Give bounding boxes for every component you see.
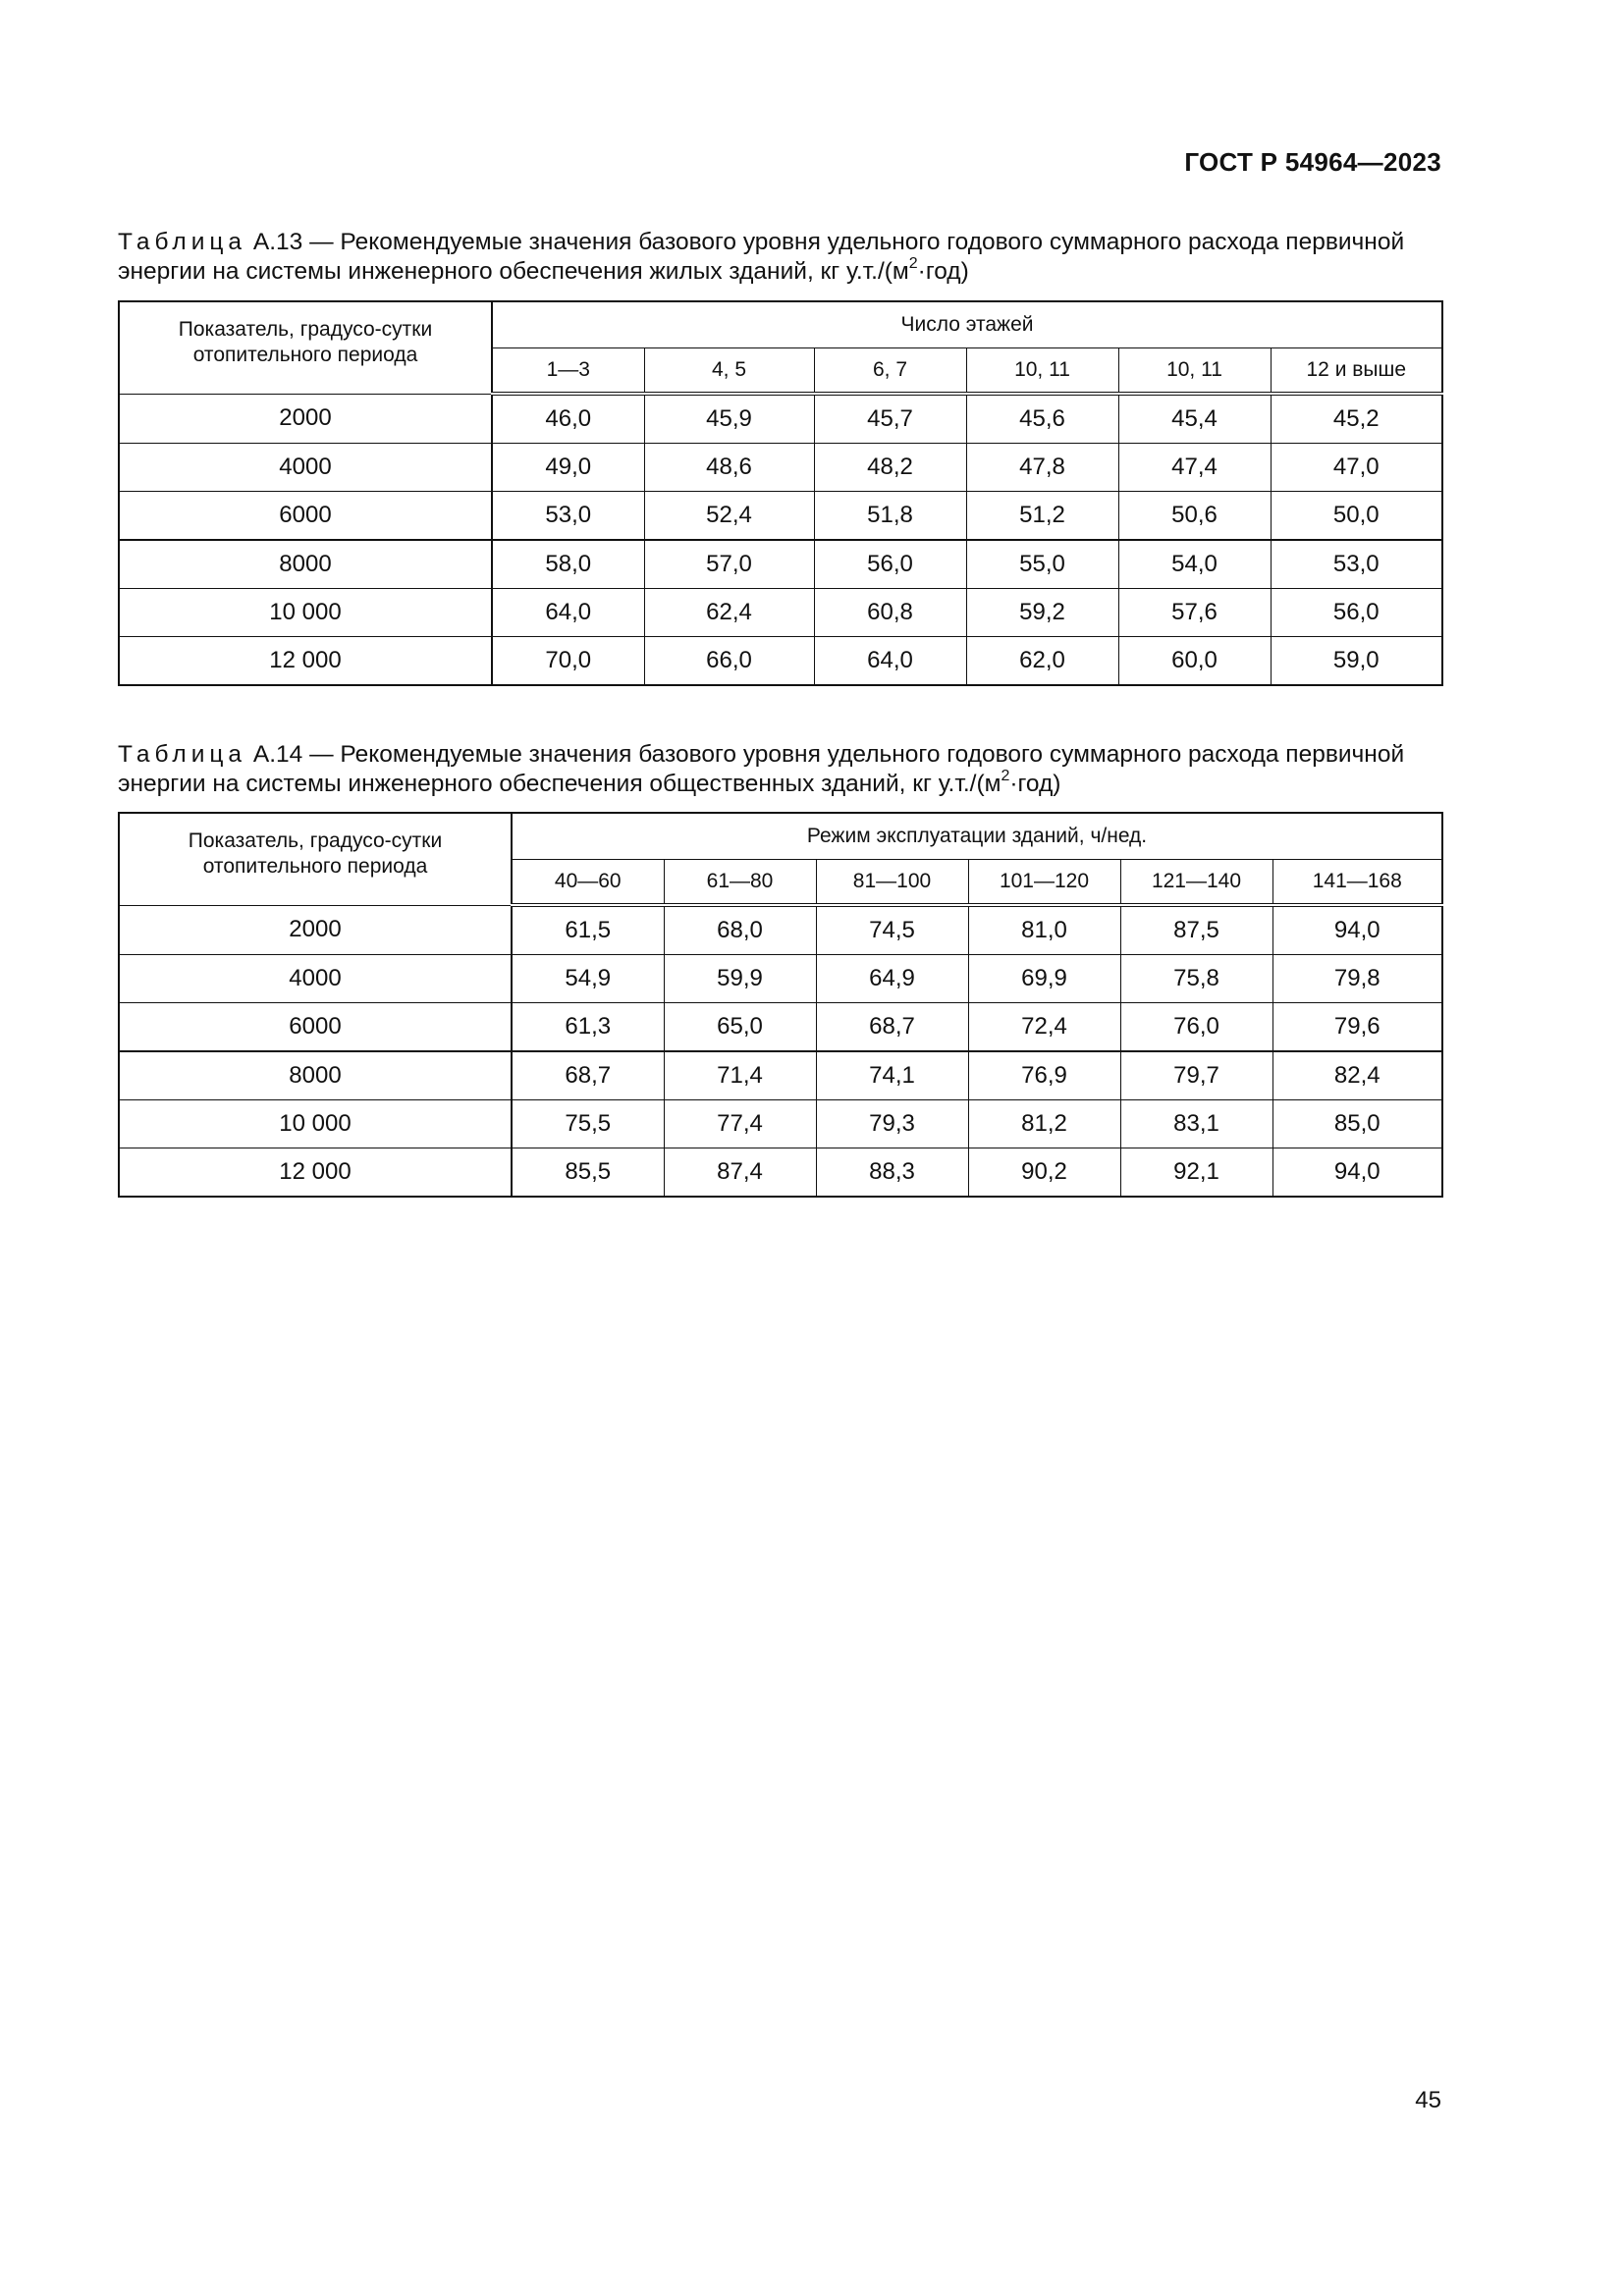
table-cell: 90,2 [968,1148,1120,1198]
table-cell: 64,0 [492,589,644,637]
table-cell: 48,6 [644,444,814,492]
table-cell: 62,4 [644,589,814,637]
table-a14-column-header: 81—100 [816,860,968,906]
table-cell: 68,7 [512,1051,664,1100]
table-cell: 61,5 [512,905,664,955]
table-cell: 65,0 [664,1003,816,1052]
table-cell: 46,0 [492,394,644,444]
table-cell: 77,4 [664,1100,816,1148]
table-cell: 59,0 [1271,637,1442,686]
row-label: 8000 [119,540,492,589]
table-cell: 60,0 [1118,637,1271,686]
table-a14-caption-tail: ·год) [1009,771,1061,797]
table-cell: 47,0 [1271,444,1442,492]
table-cell: 52,4 [644,492,814,541]
table-cell: 88,3 [816,1148,968,1198]
table-a14-column-header: 121—140 [1120,860,1272,906]
table-cell: 94,0 [1272,1148,1442,1198]
row-label: 2000 [119,905,512,955]
table-a14-caption-number: А.14 [252,741,303,768]
table-cell: 75,8 [1120,955,1272,1003]
row-label: 6000 [119,492,492,541]
table-row [119,394,1442,444]
table-cell: 57,6 [1118,589,1271,637]
table-cell: 83,1 [1120,1100,1272,1148]
table-cell: 59,9 [664,955,816,1003]
table-cell: 51,8 [814,492,966,541]
table-a13-column-header: 12 и выше [1271,348,1442,395]
table-a14-stub-header: Показатель, градусо-сутки отопительного периода [119,813,512,905]
table-cell: 68,0 [664,905,816,955]
table-cell: 56,0 [1271,589,1442,637]
table-cell: 85,5 [512,1148,664,1198]
table-cell: 79,6 [1272,1003,1442,1052]
table-cell: 69,9 [968,955,1120,1003]
row-label: 4000 [119,444,492,492]
table-cell: 92,1 [1120,1148,1272,1198]
table-cell: 57,0 [644,540,814,589]
table-cell: 87,4 [664,1148,816,1198]
table-cell: 45,2 [1271,394,1442,444]
table-cell: 81,2 [968,1100,1120,1148]
document-code: ГОСТ Р 54964—2023 [1184,147,1441,177]
table-row [119,492,1442,541]
table-a14 [118,812,1443,1198]
row-label: 10 000 [119,1100,512,1148]
table-a13-column-header: 10, 11 [966,348,1118,395]
table-cell: 64,0 [814,637,966,686]
table-cell: 53,0 [492,492,644,541]
table-cell: 59,2 [966,589,1118,637]
table-a14-column-header: 61—80 [664,860,816,906]
table-cell: 47,4 [1118,444,1271,492]
table-a14-caption-label: Таблица [118,741,247,768]
table-cell: 54,0 [1118,540,1271,589]
table-row [119,955,1442,1003]
row-label: 8000 [119,1051,512,1100]
table-cell: 66,0 [644,637,814,686]
table-a13-caption-text: — Рекомендуемые значения базового уровня удельного годового суммарного расхода первичной энергии на системы инженерного обеспечения жилых зданий, кг у.т./(м [118,229,1405,285]
table-cell: 45,6 [966,394,1118,444]
table-a13-column-header: 4, 5 [644,348,814,395]
table-cell: 79,3 [816,1100,968,1148]
table-cell: 74,1 [816,1051,968,1100]
table-a13-caption [118,228,1441,287]
table-cell: 45,4 [1118,394,1271,444]
table-cell: 55,0 [966,540,1118,589]
table-row [119,589,1442,637]
table-cell: 49,0 [492,444,644,492]
table-cell: 85,0 [1272,1100,1442,1148]
row-label: 2000 [119,394,492,444]
table-row [119,1148,1442,1198]
row-label: 12 000 [119,1148,512,1198]
table-cell: 79,7 [1120,1051,1272,1100]
table-a14-caption-sup: 2 [1001,767,1010,784]
row-label: 6000 [119,1003,512,1052]
table-a13-caption-sup: 2 [908,254,918,272]
table-cell: 64,9 [816,955,968,1003]
table-cell: 50,0 [1271,492,1442,541]
table-cell: 72,4 [968,1003,1120,1052]
table-cell: 71,4 [664,1051,816,1100]
table-cell: 94,0 [1272,905,1442,955]
table-cell: 87,5 [1120,905,1272,955]
table-cell: 62,0 [966,637,1118,686]
table-cell: 50,6 [1118,492,1271,541]
page-number: 45 [1415,2087,1441,2113]
table-cell: 51,2 [966,492,1118,541]
row-label: 12 000 [119,637,492,686]
table-a13-caption-number: А.13 [252,229,303,255]
table-a13-stub-header: Показатель, градусо-сутки отопительного периода [119,301,492,394]
table-cell: 54,9 [512,955,664,1003]
table-cell: 76,0 [1120,1003,1272,1052]
table-row [119,905,1442,955]
table-cell: 47,8 [966,444,1118,492]
table-cell: 70,0 [492,637,644,686]
table-cell: 76,9 [968,1051,1120,1100]
table-a13-column-header: 10, 11 [1118,348,1271,395]
table-a13-group-header: Число этажей [492,301,1442,348]
table-a13-caption-label: Таблица [118,229,247,255]
table-cell: 81,0 [968,905,1120,955]
table-a14-caption [118,740,1441,799]
table-row [119,444,1442,492]
table-cell: 58,0 [492,540,644,589]
table-cell: 79,8 [1272,955,1442,1003]
table-a14-caption-text: — Рекомендуемые значения базового уровня удельного годового суммарного расхода первичной энергии на системы инженерного обеспечения общественных зданий, кг у.т./(м [118,741,1405,797]
row-label: 10 000 [119,589,492,637]
table-cell: 60,8 [814,589,966,637]
table-cell: 45,9 [644,394,814,444]
table-row [119,637,1442,686]
table-cell: 56,0 [814,540,966,589]
table-cell: 75,5 [512,1100,664,1148]
table-cell: 48,2 [814,444,966,492]
table-a13-column-header: 6, 7 [814,348,966,395]
table-cell: 74,5 [816,905,968,955]
table-cell: 45,7 [814,394,966,444]
table-a13-column-header: 1—3 [492,348,644,395]
table-row [119,540,1442,589]
table-a14-group-header: Режим эксплуатации зданий, ч/нед. [512,813,1442,860]
table-a14-column-header: 141—168 [1272,860,1442,906]
table-row [119,1100,1442,1148]
table-cell: 82,4 [1272,1051,1442,1100]
table-row [119,1003,1442,1052]
table-cell: 53,0 [1271,540,1442,589]
table-row [119,1051,1442,1100]
table-a13-caption-tail: ·год) [917,258,969,285]
table-a13 [118,300,1443,686]
table-cell: 68,7 [816,1003,968,1052]
table-a14-column-header: 101—120 [968,860,1120,906]
table-cell: 61,3 [512,1003,664,1052]
table-a14-column-header: 40—60 [512,860,664,906]
row-label: 4000 [119,955,512,1003]
